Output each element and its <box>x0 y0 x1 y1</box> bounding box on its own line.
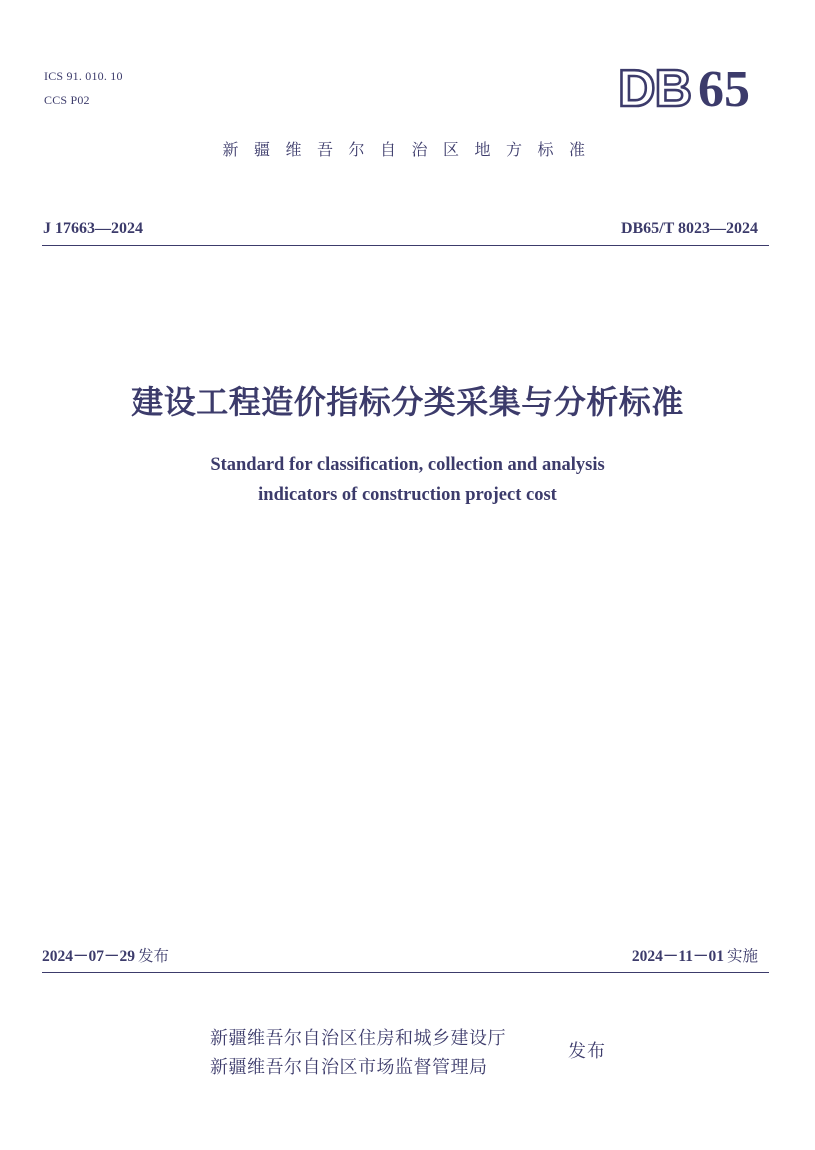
logo-65: 65 <box>698 61 750 114</box>
logo-db-outline: DB <box>618 60 692 114</box>
issue-date: 2024－07－29 <box>42 948 136 965</box>
bottom-divider <box>42 972 769 973</box>
publisher-list <box>210 1024 506 1082</box>
title-english-line2: indicators of construction project cost <box>258 485 557 505</box>
record-number: J 17663—2024 <box>43 220 143 237</box>
title-chinese: 建设工程造价指标分类采集与分析标准 <box>131 383 684 421</box>
title-english <box>0 450 815 510</box>
publisher-market-bureau: 新疆维吾尔自治区市场监督管理局 <box>210 1057 488 1078</box>
issue-date-block <box>42 945 169 968</box>
publish-label: 发布 <box>568 1041 606 1062</box>
implement-label: 实施 <box>726 947 758 965</box>
ics-code: ICS 91. 010. 10 <box>44 69 123 83</box>
standard-number: DB65/T 8023—2024 <box>620 220 758 237</box>
issue-label: 发布 <box>138 947 170 965</box>
publisher-housing-dept: 新疆维吾尔自治区住房和城乡建设厅 <box>210 1028 506 1049</box>
title-english-line1: Standard for classification, collection and analysis <box>210 455 605 475</box>
implement-date-block <box>632 945 758 968</box>
ccs-code: CCS P02 <box>44 93 90 107</box>
region-standard-heading: 新疆维吾尔自治区地方标准 <box>222 140 601 159</box>
top-divider <box>42 245 769 246</box>
db65-logo <box>618 60 763 114</box>
implement-date: 2024－11－01 <box>631 948 724 965</box>
